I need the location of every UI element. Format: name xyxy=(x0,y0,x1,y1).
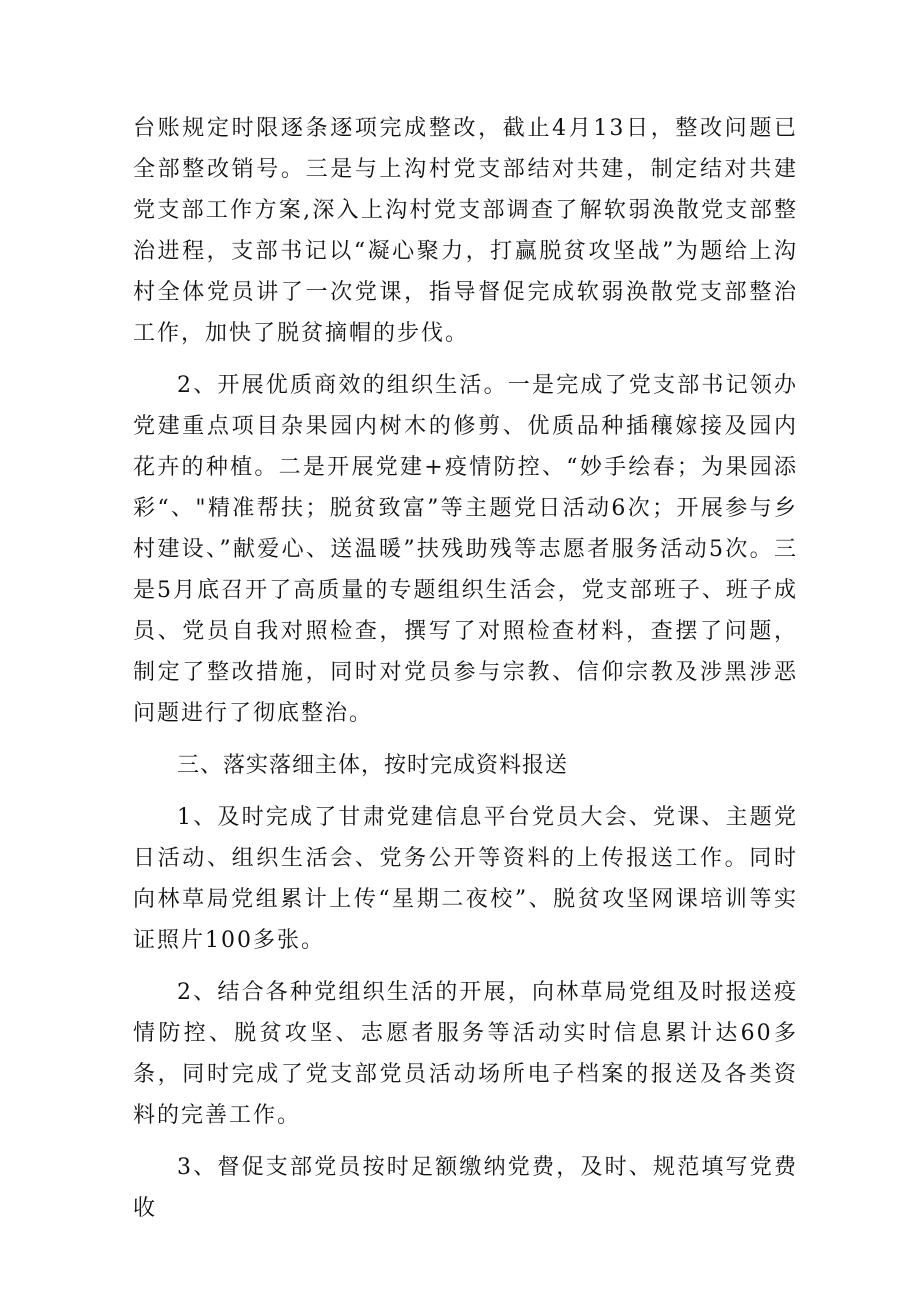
paragraph-item-2-info-report: 2、结合各种党组织生活的开展，向林草局党组及时报送疫情防控、脱贫攻坚、志愿者服务等活动实时信息累计达60多条，同时完成了党支部党员活动场所电子档案的报送及各类资料的完善工作。 xyxy=(133,980,798,1128)
section-heading-3: 三、落实落细主体，按时完成资料报送 xyxy=(177,753,569,778)
paragraph-item-2-organizational-life: 2、开展优质商效的组织生活。一是完成了党支部书记领办党建重点项目杂果园内树木的修剪、优质品种插穰嫁接及园内花卉的种植。二是开展党建+疫情防控、“妙手绘春；为果园添彩“、"精准帮扶；脱贫致富”等主题党日活动6次；开展参与乡村建设、”献爱心、送温暖”扶残助残等志愿者服务活动5次。三是5月底召开了高质量的专题组织生活会，党支部班子、班子成员、党员自我对照检查，撰写了对照检查材料，查摆了问题，制定了整改措施，同时对党员参与宗教、信仰宗教及涉黑涉恶问题进行了彻底整治。 xyxy=(133,373,798,726)
paragraph-item-1-platform-upload: 1、及时完成了甘肃党建信息平台党员大会、党课、主题党日活动、组织生活会、党务公开等资料的上传报送工作。同时向林草局党组累计上传“星期二夜校”、脱贫攻坚网课培训等实证照片100多张。 xyxy=(133,805,798,953)
document-body xyxy=(133,108,798,1240)
paragraph-continuation: 台账规定时限逐条逐项完成整改，截止4月13日，整改问题已全部整改销号。三是与上沟村党支部结对共建，制定结对共建党支部工作方案,深入上沟村党支部调查了解软弱涣散党支部整治进程，支部书记以“凝心聚力，打赢脱贫攻坚战”为题给上沟村全体党员讲了一次党课，指导督促完成软弱涣散党支部整治工作，加快了脱贫摘帽的步伐。 xyxy=(133,116,798,346)
paragraph-item-3-party-dues: 3、督促支部党员按时足额缴纳党费，及时、规范填写党费收 xyxy=(133,1155,798,1221)
